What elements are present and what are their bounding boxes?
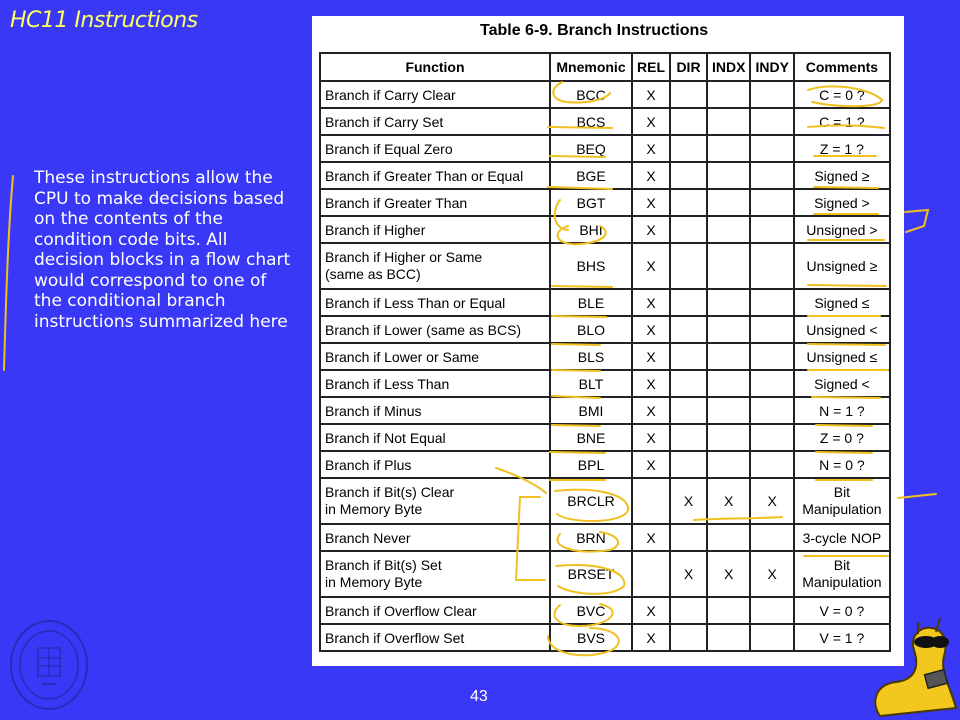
table-row	[320, 624, 890, 651]
table-row	[320, 108, 890, 135]
cell-comment: N = 0 ?	[794, 451, 890, 478]
cell-indx	[707, 370, 750, 397]
cell-mnemonic: BGT	[550, 189, 632, 216]
cell-comment: Z = 1 ?	[794, 135, 890, 162]
cell-dir	[670, 162, 707, 189]
header-indx: INDX	[707, 53, 750, 81]
slide-title: HC11 Instructions	[10, 8, 198, 33]
cell-comment: Signed ≤	[794, 289, 890, 316]
cell-indx: X	[707, 551, 750, 597]
cell-function: Branch if Lower (same as BCS)	[320, 316, 550, 343]
cell-function: Branch Never	[320, 524, 550, 551]
table-body	[320, 81, 890, 651]
cell-mnemonic: BRSET	[550, 551, 632, 597]
cell-mnemonic: BLS	[550, 343, 632, 370]
cell-rel: X	[632, 597, 670, 624]
cell-mnemonic: BLO	[550, 316, 632, 343]
cell-indx	[707, 81, 750, 108]
cell-indy	[750, 451, 793, 478]
cell-rel: X	[632, 524, 670, 551]
cell-dir	[670, 624, 707, 651]
cell-comment: Bit Manipulation	[794, 478, 890, 524]
branch-instructions-table	[319, 52, 891, 652]
cell-rel: X	[632, 370, 670, 397]
cell-indy	[750, 216, 793, 243]
cell-rel: X	[632, 624, 670, 651]
cell-dir	[670, 243, 707, 289]
cell-indx	[707, 424, 750, 451]
cell-indy	[750, 370, 793, 397]
cell-rel: X	[632, 162, 670, 189]
cell-mnemonic: BPL	[550, 451, 632, 478]
cell-mnemonic: BMI	[550, 397, 632, 424]
cell-comment: Unsigned ≤	[794, 343, 890, 370]
cell-function: Branch if Plus	[320, 451, 550, 478]
cell-mnemonic: BLT	[550, 370, 632, 397]
cell-mnemonic: BLE	[550, 289, 632, 316]
cell-mnemonic: BVS	[550, 624, 632, 651]
cell-indx	[707, 289, 750, 316]
table-row	[320, 424, 890, 451]
table-row	[320, 135, 890, 162]
cell-indy: X	[750, 551, 793, 597]
cell-function: Branch if Greater Than	[320, 189, 550, 216]
cell-indy	[750, 524, 793, 551]
cell-comment: V = 0 ?	[794, 597, 890, 624]
cell-indx	[707, 189, 750, 216]
cell-dir	[670, 424, 707, 451]
cell-indy: X	[750, 478, 793, 524]
header-dir: DIR	[670, 53, 707, 81]
cell-function: Branch if Carry Clear	[320, 81, 550, 108]
cell-indy	[750, 135, 793, 162]
cell-function: Branch if Higher	[320, 216, 550, 243]
cell-indx	[707, 343, 750, 370]
page-number: 43	[470, 688, 488, 705]
cell-indy	[750, 162, 793, 189]
cell-indx	[707, 243, 750, 289]
table-row	[320, 216, 890, 243]
cell-comment: Signed ≥	[794, 162, 890, 189]
cell-rel: X	[632, 451, 670, 478]
cell-dir	[670, 216, 707, 243]
table-row	[320, 162, 890, 189]
cell-comment: 3-cycle NOP	[794, 524, 890, 551]
cell-rel: X	[632, 189, 670, 216]
cell-indy	[750, 424, 793, 451]
cell-indx	[707, 108, 750, 135]
cell-indy	[750, 189, 793, 216]
cell-mnemonic: BVC	[550, 597, 632, 624]
table-caption: Table 6-9. Branch Instructions	[480, 22, 709, 39]
cell-indx	[707, 397, 750, 424]
cell-rel: X	[632, 243, 670, 289]
cell-function: Branch if Not Equal	[320, 424, 550, 451]
cell-comment: V = 1 ?	[794, 624, 890, 651]
cell-mnemonic: BHI	[550, 216, 632, 243]
cell-dir	[670, 343, 707, 370]
cell-indx	[707, 216, 750, 243]
cell-function: Branch if Less Than or Equal	[320, 289, 550, 316]
cell-function: Branch if Equal Zero	[320, 135, 550, 162]
cell-indy	[750, 397, 793, 424]
table-row	[320, 343, 890, 370]
cell-comment: Bit Manipulation	[794, 551, 890, 597]
cell-rel: X	[632, 316, 670, 343]
cell-indx	[707, 624, 750, 651]
cell-mnemonic: BCS	[550, 108, 632, 135]
cell-rel: X	[632, 108, 670, 135]
cell-dir: X	[670, 551, 707, 597]
cell-comment: Unsigned ≥	[794, 243, 890, 289]
cell-dir	[670, 81, 707, 108]
header-indy: INDY	[750, 53, 793, 81]
cell-dir	[670, 289, 707, 316]
cell-indx	[707, 597, 750, 624]
cell-indx	[707, 135, 750, 162]
header-mnemonic: Mnemonic	[550, 53, 632, 81]
cell-dir	[670, 524, 707, 551]
slide-body-text: These instructions allow the CPU to make decisions based on the contents of the condition code bits. All decision blocks in a flow chart would correspond to one of the conditional branch instructions summarized here	[34, 168, 291, 332]
cell-mnemonic: BRCLR	[550, 478, 632, 524]
cell-function: Branch if Overflow Set	[320, 624, 550, 651]
mascot-slug-icon	[866, 612, 960, 720]
header-comments: Comments	[794, 53, 890, 81]
cell-indx	[707, 524, 750, 551]
cell-rel: X	[632, 343, 670, 370]
cell-dir	[670, 189, 707, 216]
cell-comment: Signed >	[794, 189, 890, 216]
table-row	[320, 451, 890, 478]
university-seal-icon	[8, 618, 90, 712]
margin-mark	[4, 176, 13, 370]
table-row	[320, 551, 890, 597]
header-function: Function	[320, 53, 550, 81]
cell-comment: Unsigned <	[794, 316, 890, 343]
cell-dir	[670, 135, 707, 162]
table-row	[320, 189, 890, 216]
cell-dir	[670, 397, 707, 424]
cell-indy	[750, 316, 793, 343]
cell-function: Branch if Less Than	[320, 370, 550, 397]
cell-comment: Unsigned >	[794, 216, 890, 243]
table-row	[320, 370, 890, 397]
table-row	[320, 289, 890, 316]
cell-dir	[670, 316, 707, 343]
cell-dir	[670, 597, 707, 624]
table-row	[320, 397, 890, 424]
cell-rel: X	[632, 81, 670, 108]
cell-function: Branch if Bit(s) Clear in Memory Byte	[320, 478, 550, 524]
table-row	[320, 524, 890, 551]
cell-dir	[670, 370, 707, 397]
table-row	[320, 81, 890, 108]
cell-function: Branch if Lower or Same	[320, 343, 550, 370]
cell-mnemonic: BRN	[550, 524, 632, 551]
cell-function: Branch if Greater Than or Equal	[320, 162, 550, 189]
cell-rel	[632, 478, 670, 524]
cell-mnemonic: BGE	[550, 162, 632, 189]
cell-comment: Signed <	[794, 370, 890, 397]
cell-indy	[750, 289, 793, 316]
cell-rel: X	[632, 397, 670, 424]
cell-rel: X	[632, 424, 670, 451]
table-row	[320, 478, 890, 524]
cell-function: Branch if Carry Set	[320, 108, 550, 135]
margin-bracket-upper	[905, 210, 928, 232]
cell-comment: C = 0 ?	[794, 81, 890, 108]
cell-function: Branch if Overflow Clear	[320, 597, 550, 624]
cell-indy	[750, 108, 793, 135]
cell-indy	[750, 343, 793, 370]
cell-indy	[750, 81, 793, 108]
cell-indy	[750, 597, 793, 624]
table-header-row	[320, 53, 890, 81]
cell-mnemonic: BHS	[550, 243, 632, 289]
cell-indx: X	[707, 478, 750, 524]
cell-indy	[750, 243, 793, 289]
cell-dir: X	[670, 478, 707, 524]
cell-mnemonic: BNE	[550, 424, 632, 451]
cell-comment: Z = 0 ?	[794, 424, 890, 451]
cell-indx	[707, 162, 750, 189]
cell-rel: X	[632, 289, 670, 316]
cell-indx	[707, 451, 750, 478]
cell-mnemonic: BCC	[550, 81, 632, 108]
table-row	[320, 316, 890, 343]
cell-function: Branch if Higher or Same (same as BCC)	[320, 243, 550, 289]
cell-indy	[750, 624, 793, 651]
cell-rel: X	[632, 216, 670, 243]
cell-indx	[707, 316, 750, 343]
cell-dir	[670, 108, 707, 135]
cell-dir	[670, 451, 707, 478]
table-row	[320, 597, 890, 624]
table-scan	[312, 16, 904, 666]
cell-comment: N = 1 ?	[794, 397, 890, 424]
cell-mnemonic: BEQ	[550, 135, 632, 162]
header-rel: REL	[632, 53, 670, 81]
cell-function: Branch if Bit(s) Set in Memory Byte	[320, 551, 550, 597]
table-row	[320, 243, 890, 289]
cell-rel	[632, 551, 670, 597]
cell-function: Branch if Minus	[320, 397, 550, 424]
cell-rel: X	[632, 135, 670, 162]
cell-comment: C = 1 ?	[794, 108, 890, 135]
